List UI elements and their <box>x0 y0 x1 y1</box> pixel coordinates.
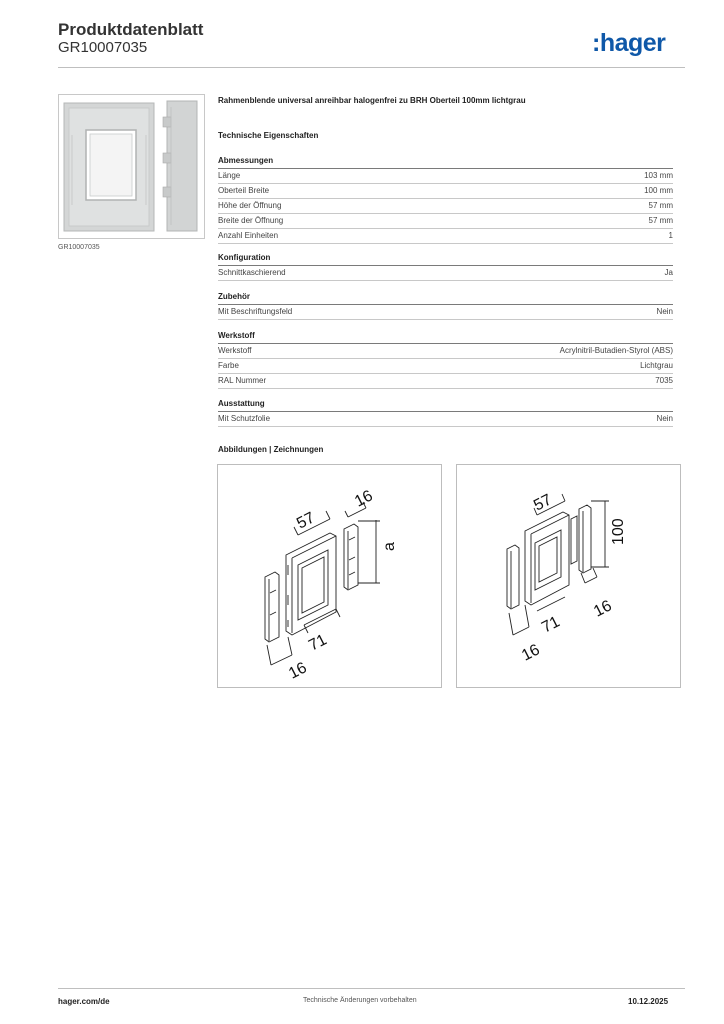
technical-drawing-2 <box>456 464 681 688</box>
dim-a-label: a <box>381 542 398 551</box>
tech-heading: Technische Eigenschaften <box>218 131 319 140</box>
footer-divider <box>58 988 685 989</box>
dim-100-label: 100 <box>610 518 627 545</box>
table-row <box>218 374 673 389</box>
product-image <box>58 94 205 239</box>
row-label: Breite der Öffnung <box>218 216 284 225</box>
row-value: 1 <box>668 231 673 240</box>
section-title: Werkstoff <box>218 330 673 344</box>
row-value: 103 mm <box>644 171 673 180</box>
footer-date: 10.12.2025 <box>628 997 669 1006</box>
row-value: Nein <box>656 414 673 423</box>
page-title: Produktdatenblatt <box>58 20 204 39</box>
row-label: Schnittkaschierend <box>218 268 286 277</box>
dim-16-right-label: 16 <box>591 597 615 621</box>
row-label: Höhe der Öffnung <box>218 201 282 210</box>
drawings-title: Abbildungen | Zeichnungen <box>218 445 324 454</box>
table-row <box>218 184 673 199</box>
section-konfiguration <box>218 252 673 281</box>
row-label: Mit Schutzfolie <box>218 414 271 423</box>
row-label: Farbe <box>218 361 239 370</box>
drawing-2-svg <box>457 465 680 687</box>
row-value: Ja <box>664 268 673 277</box>
row-value: 7035 <box>655 376 673 385</box>
table-row <box>218 214 673 229</box>
row-value: Nein <box>656 307 673 316</box>
table-row <box>218 199 673 214</box>
table-row <box>218 266 673 281</box>
row-label: Länge <box>218 171 241 180</box>
row-value: Lichtgrau <box>640 361 673 370</box>
technical-drawing-1 <box>217 464 442 688</box>
table-row <box>218 344 673 359</box>
dim-57-label: 57 <box>531 491 555 515</box>
dim-57-label: 57 <box>294 509 318 533</box>
table-row <box>218 305 673 320</box>
section-title: Konfiguration <box>218 252 673 266</box>
drawing-1-svg <box>218 465 441 687</box>
header-divider <box>58 67 685 68</box>
table-row <box>218 229 673 244</box>
row-value: 100 mm <box>644 186 673 195</box>
row-value: Acrylnitril-Butadien-Styrol (ABS) <box>559 346 673 355</box>
row-label: Anzahl Einheiten <box>218 231 279 240</box>
dim-16-top-label: 16 <box>352 487 376 511</box>
section-zubehoer <box>218 291 673 320</box>
dim-16-bottom-label: 16 <box>286 659 310 683</box>
article-number: GR10007035 <box>58 39 148 56</box>
table-row <box>218 169 673 184</box>
footer-website: hager.com/de <box>58 997 110 1006</box>
row-label: Oberteil Breite <box>218 186 270 195</box>
row-label: RAL Nummer <box>218 376 267 385</box>
hager-logo: :hager <box>592 29 666 57</box>
frame-photo <box>59 95 204 238</box>
product-description: Rahmenblende universal anreihbar halogenfrei zu BRH Oberteil 100mm lichtgrau <box>218 96 526 105</box>
footer-note: Technische Änderungen vorbehalten <box>303 997 417 1004</box>
table-row <box>218 359 673 374</box>
dim-71-label: 71 <box>539 613 563 637</box>
row-label: Werkstoff <box>218 346 252 355</box>
dim-16-left-label: 16 <box>519 641 543 665</box>
row-value: 57 mm <box>648 201 673 210</box>
section-ausstattung <box>218 398 673 427</box>
section-title: Abmessungen <box>218 155 673 169</box>
section-abmessungen <box>218 155 673 244</box>
row-value: 57 mm <box>648 216 673 225</box>
dim-71-label: 71 <box>306 631 330 655</box>
section-werkstoff <box>218 330 673 389</box>
section-title: Zubehör <box>218 291 673 305</box>
section-title: Ausstattung <box>218 398 673 412</box>
image-caption: GR10007035 <box>58 244 100 251</box>
table-row <box>218 412 673 427</box>
row-label: Mit Beschriftungsfeld <box>218 307 293 316</box>
